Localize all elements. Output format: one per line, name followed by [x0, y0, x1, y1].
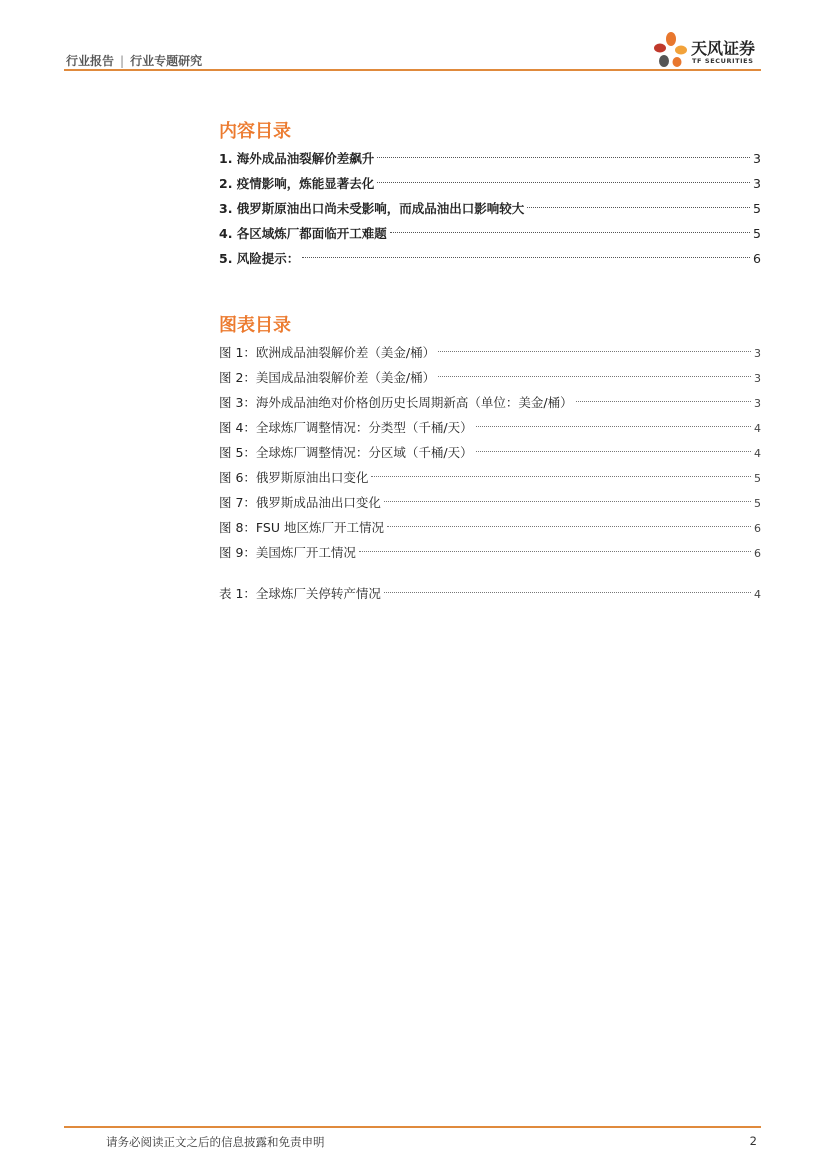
toc-entry-page[interactable]: 6: [754, 547, 761, 560]
contents-title: 内容目录: [219, 121, 291, 142]
toc-entry-page[interactable]: 6: [754, 522, 761, 535]
toc-entry-page[interactable]: 5: [753, 201, 761, 216]
toc-entry-label[interactable]: 图 9：美国炼厂开工情况: [219, 545, 356, 560]
page-header: [64, 30, 761, 70]
toc-entry[interactable]: [219, 440, 761, 465]
dot-leader: [377, 157, 750, 158]
dot-leader: [384, 592, 751, 593]
dot-leader: [302, 257, 750, 258]
toc-entry[interactable]: [219, 390, 761, 415]
toc-entry-label[interactable]: 图 7：俄罗斯成品油出口变化: [219, 495, 381, 510]
dot-leader: [371, 476, 751, 477]
tf-flower-logo-icon: [651, 30, 691, 70]
dot-leader: [390, 232, 750, 233]
toc-entry[interactable]: [219, 196, 761, 221]
list-gap: [219, 565, 761, 581]
toc-entry[interactable]: [219, 415, 761, 440]
toc-entry-label[interactable]: 图 4：全球炼厂调整情况：分类型（千桶/天）: [219, 420, 473, 435]
dot-leader: [438, 376, 751, 377]
toc-entry-label[interactable]: 3. 俄罗斯原油出口尚未受影响，而成品油出口影响较大: [219, 201, 525, 216]
toc-entry[interactable]: [219, 246, 761, 271]
toc-entry-page[interactable]: 4: [754, 447, 761, 460]
toc-entry-label[interactable]: 2. 疫情影响，炼能显著去化: [219, 176, 375, 191]
logo-name-en: TF SECURITIES: [692, 57, 754, 65]
toc-entry-page[interactable]: 3: [753, 176, 761, 191]
toc-entry[interactable]: [219, 540, 761, 565]
breadcrumb-separator: |: [120, 54, 125, 68]
dot-leader: [576, 401, 751, 402]
toc-entry[interactable]: [219, 581, 761, 606]
toc-entry-page[interactable]: 3: [754, 372, 761, 385]
footer-divider: [64, 1126, 761, 1128]
toc-entry[interactable]: [219, 490, 761, 515]
toc-entry-page[interactable]: 5: [754, 497, 761, 510]
toc-entry-label[interactable]: 图 3：海外成品油绝对价格创历史长周期新高（单位：美金/桶）: [219, 395, 573, 410]
toc-entry[interactable]: [219, 365, 761, 390]
dot-leader: [527, 207, 750, 208]
dot-leader: [387, 526, 751, 527]
figures-list: [219, 340, 761, 565]
dot-leader: [476, 426, 751, 427]
toc-entry-label[interactable]: 4. 各区域炼厂都面临开工难题: [219, 226, 387, 241]
breadcrumb-report-type: 行业报告: [66, 54, 115, 68]
dot-leader: [384, 501, 751, 502]
figures-title: 图表目录: [219, 315, 291, 336]
toc-entry-label[interactable]: 1. 海外成品油裂解价差飙升: [219, 151, 375, 166]
toc-entry-label[interactable]: 图 8：FSU 地区炼厂开工情况: [219, 520, 384, 535]
dot-leader: [359, 551, 751, 552]
toc-entry[interactable]: [219, 465, 761, 490]
toc-entry-page[interactable]: 3: [754, 347, 761, 360]
toc-entry-page[interactable]: 5: [753, 226, 761, 241]
toc-entry[interactable]: [219, 340, 761, 365]
toc-entry-label[interactable]: 图 6：俄罗斯原油出口变化: [219, 470, 369, 485]
footer-page-number: 2: [749, 1134, 757, 1148]
toc-entry[interactable]: [219, 146, 761, 171]
toc-entry-page[interactable]: 4: [754, 422, 761, 435]
figures-section: [219, 312, 761, 606]
toc-entry-label[interactable]: 图 1：欧洲成品油裂解价差（美金/桶）: [219, 345, 436, 360]
toc-entry-page[interactable]: 5: [754, 472, 761, 485]
toc-entry-page[interactable]: 3: [753, 151, 761, 166]
footer-disclaimer: 请务必阅读正文之后的信息披露和免责申明: [106, 1135, 325, 1149]
toc-entry-label[interactable]: 表 1：全球炼厂关停转产情况: [219, 586, 381, 601]
contents-list: [219, 146, 761, 271]
dot-leader: [476, 451, 751, 452]
toc-entry-page[interactable]: 4: [754, 588, 761, 601]
toc-entry-label[interactable]: 5. 风险提示：: [219, 251, 300, 266]
toc-entry[interactable]: [219, 515, 761, 540]
breadcrumb-report-category: 行业专题研究: [130, 54, 203, 68]
breadcrumb: [66, 52, 202, 69]
toc-entry-label[interactable]: 图 2：美国成品油裂解价差（美金/桶）: [219, 370, 436, 385]
header-divider: [64, 69, 761, 71]
toc-entry[interactable]: [219, 221, 761, 246]
logo-name-cn: 天风证券: [691, 39, 756, 58]
toc-entry-label[interactable]: 图 5：全球炼厂调整情况：分区域（千桶/天）: [219, 445, 473, 460]
toc-entry[interactable]: [219, 171, 761, 196]
toc-entry-page[interactable]: 3: [754, 397, 761, 410]
dot-leader: [438, 351, 751, 352]
tables-list: [219, 581, 761, 606]
dot-leader: [377, 182, 750, 183]
toc-entry-page[interactable]: 6: [753, 251, 761, 266]
tf-securities-logo: [651, 30, 761, 72]
contents-section: [219, 118, 761, 271]
